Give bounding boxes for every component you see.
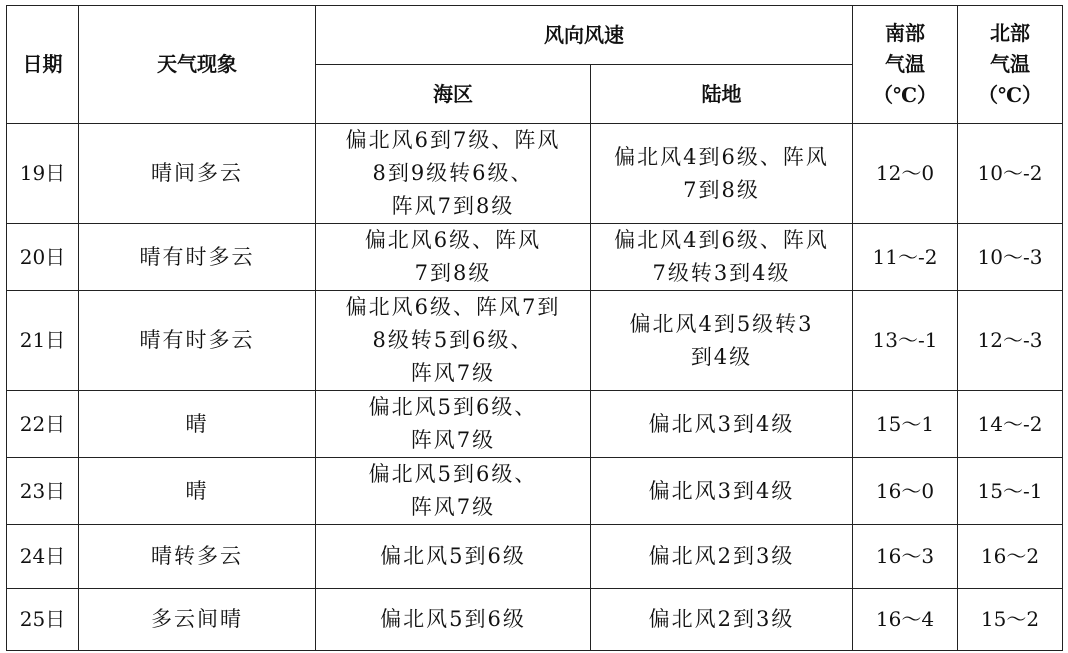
table-row (7, 224, 1063, 291)
header-south-temp-line: 气温 (885, 52, 925, 76)
cell-date: 22日 (7, 391, 79, 458)
cell-line: 偏北风4到6级、阵风 (614, 228, 829, 252)
cell-line: 阵风7级 (410, 361, 496, 385)
cell-line: 到4级 (690, 344, 753, 369)
cell-north-temp: 12～-3 (958, 291, 1063, 391)
forecast-table (6, 5, 1063, 651)
cell-sea-wind (316, 525, 591, 589)
cell-land-wind (591, 224, 853, 291)
cell-north-temp: 10～-2 (958, 124, 1063, 224)
cell-north-temp: 10～-3 (958, 224, 1063, 291)
header-north-temp (958, 6, 1063, 124)
cell-line: 8级转5到6级、 (372, 328, 534, 352)
table-row (7, 291, 1063, 391)
cell-land-wind (591, 458, 853, 525)
cell-weather: 晴 (79, 458, 316, 525)
table-row (7, 124, 1063, 224)
cell-south-temp: 16～3 (853, 525, 958, 589)
cell-line: 偏北风6级、阵风7到 (345, 295, 561, 319)
cell-south-temp: 16～4 (853, 589, 958, 651)
cell-sea-wind (316, 291, 591, 391)
cell-line: 偏北风3到4级 (648, 411, 795, 436)
cell-line: 偏北风6级、阵风 (364, 228, 542, 252)
cell-line: 阵风7级 (410, 495, 496, 519)
table-row (7, 525, 1063, 589)
table-row (7, 589, 1063, 651)
cell-line: 偏北风5到6级、 (368, 395, 538, 419)
cell-date: 24日 (7, 525, 79, 589)
cell-land-wind (591, 291, 853, 391)
header-sea: 海区 (316, 65, 591, 124)
header-south-temp (853, 6, 958, 124)
cell-land-wind (591, 391, 853, 458)
cell-south-temp: 12～0 (853, 124, 958, 224)
cell-date: 23日 (7, 458, 79, 525)
header-land: 陆地 (591, 65, 853, 124)
cell-line: 偏北风6到7级、阵风 (345, 128, 561, 152)
cell-line: 偏北风4到5级转3 (629, 311, 814, 336)
cell-sea-wind (316, 391, 591, 458)
cell-line: 偏北风5到6级、 (368, 462, 538, 486)
header-north-temp-line: 气温 (990, 52, 1030, 76)
cell-line: 7级转3到4级 (652, 261, 791, 285)
cell-line: 阵风7到8级 (391, 194, 515, 218)
header-date: 日期 (7, 6, 79, 124)
header-row-top (7, 6, 1063, 65)
cell-north-temp: 15～-1 (958, 458, 1063, 525)
cell-south-temp: 16～0 (853, 458, 958, 525)
cell-weather: 多云间晴 (79, 589, 316, 651)
header-south-temp-line: 南部 (885, 21, 925, 45)
cell-date: 20日 (7, 224, 79, 291)
cell-weather: 晴间多云 (79, 124, 316, 224)
header-weather: 天气现象 (79, 6, 316, 124)
header-north-temp-line: （℃） (978, 83, 1042, 107)
cell-north-temp: 16～2 (958, 525, 1063, 589)
cell-weather: 晴有时多云 (79, 224, 316, 291)
cell-south-temp: 15～1 (853, 391, 958, 458)
cell-land-wind (591, 525, 853, 589)
header-south-temp-line: （℃） (873, 83, 937, 107)
table-row (7, 391, 1063, 458)
cell-line: 偏北风3到4级 (648, 478, 795, 503)
cell-weather: 晴转多云 (79, 525, 316, 589)
cell-sea-wind (316, 224, 591, 291)
cell-south-temp: 11～-2 (853, 224, 958, 291)
cell-south-temp: 13～-1 (853, 291, 958, 391)
cell-weather: 晴有时多云 (79, 291, 316, 391)
table-row (7, 458, 1063, 525)
cell-sea-wind (316, 124, 591, 224)
cell-line: 偏北风5到6级 (380, 544, 526, 568)
cell-date: 25日 (7, 589, 79, 651)
cell-north-temp: 14～-2 (958, 391, 1063, 458)
cell-line: 偏北风2到3级 (648, 607, 795, 631)
cell-line: 7到8级 (414, 261, 492, 285)
cell-date: 19日 (7, 124, 79, 224)
header-north-temp-line: 北部 (990, 21, 1030, 45)
cell-line: 7到8级 (683, 177, 760, 202)
cell-line: 偏北风4到6级、阵风 (614, 144, 829, 169)
header-wind: 风向风速 (316, 6, 853, 65)
cell-land-wind (591, 124, 853, 224)
cell-line: 阵风7级 (410, 428, 496, 452)
cell-land-wind (591, 589, 853, 651)
cell-sea-wind (316, 458, 591, 525)
cell-sea-wind (316, 589, 591, 651)
cell-line: 偏北风5到6级 (380, 607, 526, 631)
cell-north-temp: 15～2 (958, 589, 1063, 651)
cell-date: 21日 (7, 291, 79, 391)
cell-weather: 晴 (79, 391, 316, 458)
cell-line: 8到9级转6级、 (372, 161, 534, 185)
cell-line: 偏北风2到3级 (648, 544, 795, 568)
